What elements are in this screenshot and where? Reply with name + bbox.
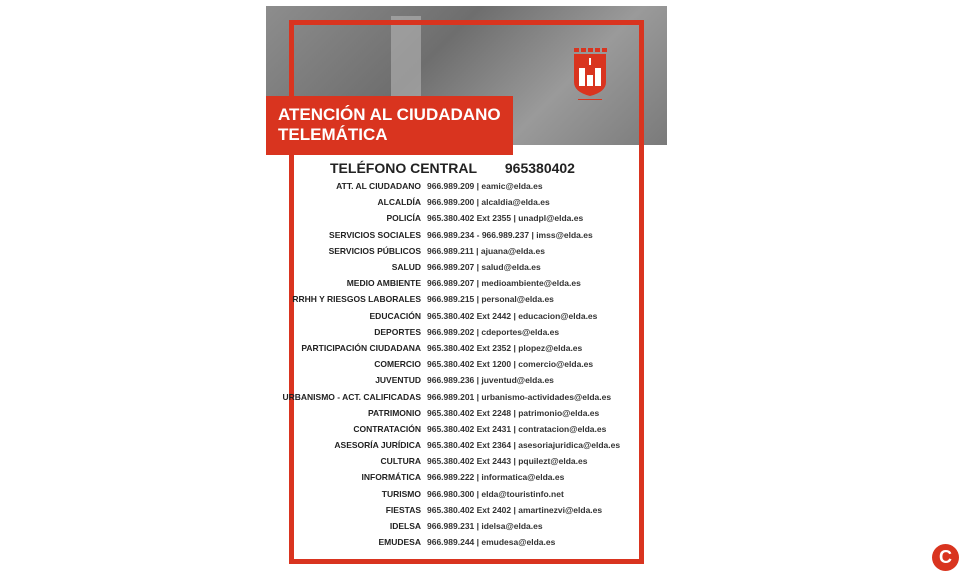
contact-row bbox=[266, 291, 667, 307]
contact-department: DEPORTES bbox=[374, 326, 421, 337]
contact-department: FIESTAS bbox=[385, 504, 421, 515]
central-phone-label: TELÉFONO CENTRAL bbox=[330, 160, 477, 176]
contact-details: 965.380.402 Ext 2355 | unadpl@elda.es bbox=[427, 213, 584, 224]
contact-details: 965.380.402 Ext 2364 | asesoriajuridica@elda.es bbox=[427, 440, 621, 451]
contact-department: ALCALDÍA bbox=[377, 197, 421, 208]
contact-department: URBANISMO - ACT. CALIFICADAS bbox=[282, 391, 421, 402]
contact-details: 966.989.207 | medioambiente@elda.es bbox=[427, 278, 581, 289]
contact-row bbox=[266, 308, 667, 324]
contact-row bbox=[266, 518, 667, 534]
contact-details: 966.989.236 | juventud@elda.es bbox=[427, 375, 554, 386]
contact-row bbox=[266, 243, 667, 259]
site-logo-badge[interactable]: C bbox=[932, 544, 959, 571]
contact-department: CONTRATACIÓN bbox=[353, 423, 421, 434]
contact-department: JUVENTUD bbox=[375, 375, 421, 386]
contact-row bbox=[266, 372, 667, 388]
contact-details: 965.380.402 Ext 1200 | comercio@elda.es bbox=[427, 359, 594, 370]
contact-row bbox=[266, 453, 667, 469]
contact-details: 965.380.402 Ext 2248 | patrimonio@elda.es bbox=[427, 407, 600, 418]
contact-list bbox=[266, 178, 667, 550]
contact-details: 965.380.402 Ext 2431 | contratacion@elda.es bbox=[427, 423, 607, 434]
contact-department: PARTICIPACIÓN CIUDADANA bbox=[301, 342, 421, 353]
contact-row bbox=[266, 324, 667, 340]
contact-row bbox=[266, 405, 667, 421]
contact-details: 966.980.300 | elda@touristinfo.net bbox=[427, 488, 564, 499]
contact-department: SERVICIOS SOCIALES bbox=[329, 229, 421, 240]
contact-details: 966.989.215 | personal@elda.es bbox=[427, 294, 554, 305]
contact-details: 965.380.402 Ext 2443 | pquilezt@elda.es bbox=[427, 456, 588, 467]
poster bbox=[266, 6, 667, 571]
contact-row bbox=[266, 178, 667, 194]
contact-row bbox=[266, 502, 667, 518]
contact-department: COMERCIO bbox=[374, 359, 421, 370]
contact-details: 965.380.402 Ext 2402 | amartinezvi@elda.es bbox=[427, 504, 603, 515]
contact-details: 966.989.202 | cdeportes@elda.es bbox=[427, 326, 560, 337]
contact-details: 966.989.222 | informatica@elda.es bbox=[427, 472, 565, 483]
contact-row bbox=[266, 275, 667, 291]
contact-details: 966.989.209 | eamic@elda.es bbox=[427, 181, 543, 192]
contact-department: POLICÍA bbox=[386, 213, 421, 224]
contact-department: ATT. AL CIUDADANO bbox=[336, 181, 421, 192]
contact-row bbox=[266, 227, 667, 243]
contact-row bbox=[266, 356, 667, 372]
contact-department: PATRIMONIO bbox=[367, 407, 421, 418]
contact-department: SERVICIOS PÚBLICOS bbox=[328, 245, 421, 256]
contact-department: TURISMO bbox=[381, 488, 421, 499]
contact-department: ASESORÍA JURÍDICA bbox=[334, 440, 421, 451]
contact-row bbox=[266, 340, 667, 356]
contact-details: 966.989.201 | urbanismo-actividades@elda.es bbox=[427, 391, 612, 402]
contact-details: 966.989.231 | idelsa@elda.es bbox=[427, 521, 543, 532]
contact-row bbox=[266, 534, 667, 550]
contact-row bbox=[266, 259, 667, 275]
contact-row bbox=[266, 421, 667, 437]
contact-department: IDELSA bbox=[389, 521, 421, 532]
contact-row bbox=[266, 469, 667, 485]
contact-details: 966.989.234 - 966.989.237 | imss@elda.es bbox=[427, 229, 593, 240]
page-title: ATENCIÓN AL CIUDADANO TELEMÁTICA bbox=[266, 96, 513, 155]
contact-row bbox=[266, 388, 667, 404]
contact-department: CULTURA bbox=[380, 456, 421, 467]
contact-row bbox=[266, 210, 667, 226]
contact-details: 965.380.402 Ext 2442 | educacion@elda.es bbox=[427, 310, 598, 321]
city-shield-logo bbox=[573, 48, 607, 100]
contact-department: MEDIO AMBIENTE bbox=[346, 278, 421, 289]
contact-row bbox=[266, 486, 667, 502]
contact-department: EDUCACIÓN bbox=[369, 310, 421, 321]
contact-department: SALUD bbox=[391, 262, 421, 273]
central-phone bbox=[330, 160, 599, 176]
contact-department: RRHH Y RIESGOS LABORALES bbox=[292, 294, 421, 305]
contact-department: EMUDESA bbox=[378, 537, 421, 548]
contact-details: 966.989.200 | alcaldia@elda.es bbox=[427, 197, 550, 208]
central-phone-number: 965380402 bbox=[504, 160, 575, 176]
contact-department: INFORMÁTICA bbox=[361, 472, 421, 483]
contact-details: 965.380.402 Ext 2352 | plopez@elda.es bbox=[427, 342, 583, 353]
contact-details: 966.989.244 | emudesa@elda.es bbox=[427, 537, 556, 548]
contact-details: 966.989.207 | salud@elda.es bbox=[427, 262, 541, 273]
contact-row bbox=[266, 437, 667, 453]
contact-details: 966.989.211 | ajuana@elda.es bbox=[427, 245, 545, 256]
contact-row bbox=[266, 194, 667, 210]
